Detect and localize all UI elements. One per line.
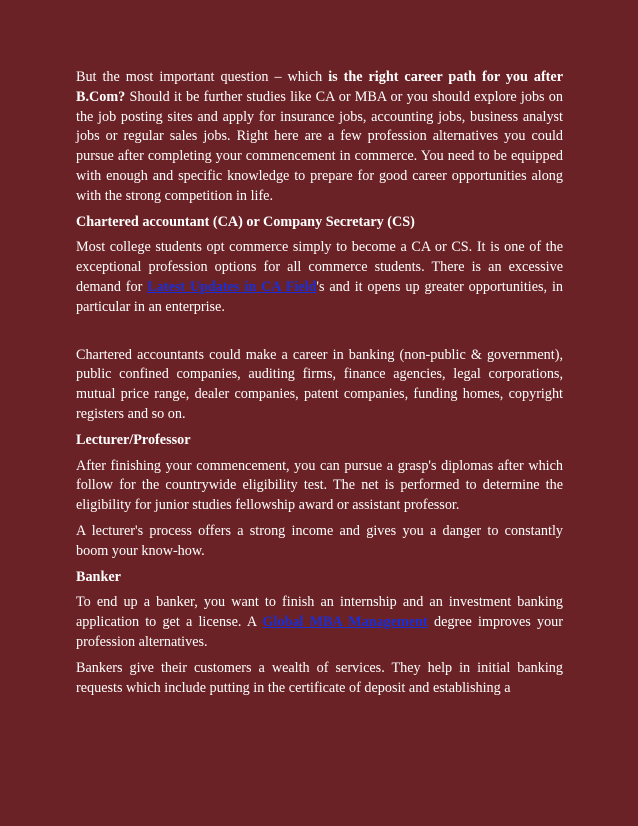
lecturer-paragraph-1: After finishing your commencement, you can pursue a grasp's diplomas after which follow for the countrywide eligibility test. The net is performed to determine the eligibility for junior studies fellowship award or assistant professor. xyxy=(76,457,563,514)
link-latest-updates-ca[interactable]: Latest Updates in CA Field xyxy=(147,278,317,295)
ca-p1-before: Most college students opt commerce simply to become a CA or CS. It is one of the exceptional profession options for all commerce students. There is an excessive demand for xyxy=(76,239,563,295)
heading-ca-cs: Chartered accountant (CA) or Company Secretary (CS) xyxy=(76,213,415,230)
ca-paragraph-1 xyxy=(76,238,563,317)
banker-p1-before: To end up a banker, you want to finish an internship and an investment banking application to get a license. A xyxy=(76,594,563,631)
document-page xyxy=(76,68,563,704)
intro-paragraph xyxy=(76,68,563,207)
ca-p1-after: 's and it opens up greater opportunities, in particular in an enterprise. xyxy=(76,278,563,315)
banker-paragraph-2: Bankers give their customers a wealth of services. They help in initial banking requests which include putting in the certificate of deposit and establishing a xyxy=(76,659,563,696)
link-global-mba[interactable]: Global MBA Management xyxy=(262,614,428,631)
heading-lecturer: Lecturer/Professor xyxy=(76,431,191,448)
heading-banker: Banker xyxy=(76,568,121,585)
ca-paragraph-2: Chartered accountants could make a career in banking (non-public & government), public confined companies, auditing firms, finance agencies, legal corporations, mutual price range, dealer companies, patent companies, funding homes, copyright registers and so on. xyxy=(76,346,563,422)
paragraph-gap xyxy=(76,324,563,346)
banker-p1-after: degree improves your profession alternatives. xyxy=(76,614,563,650)
intro-lead: But the most important question – which xyxy=(76,69,329,85)
lecturer-paragraph-2: A lecturer's process offers a strong income and gives you a danger to constantly boom your know-how. xyxy=(76,522,563,559)
intro-bold-question: is the right career path for you after B.Com? xyxy=(76,69,563,105)
banker-paragraph-1 xyxy=(76,593,563,652)
intro-rest: Should it be further studies like CA or MBA or you should explore jobs on the job posting sites and apply for insurance jobs, accounting jobs, business analyst jobs or regular sales jobs. Right here are a few profession alternatives you could pursue after completing your commencement in commerce. You need to be equipped with enough and specific knowledge to prepare for good career opportunities along with the strong competition in life. xyxy=(76,88,563,204)
